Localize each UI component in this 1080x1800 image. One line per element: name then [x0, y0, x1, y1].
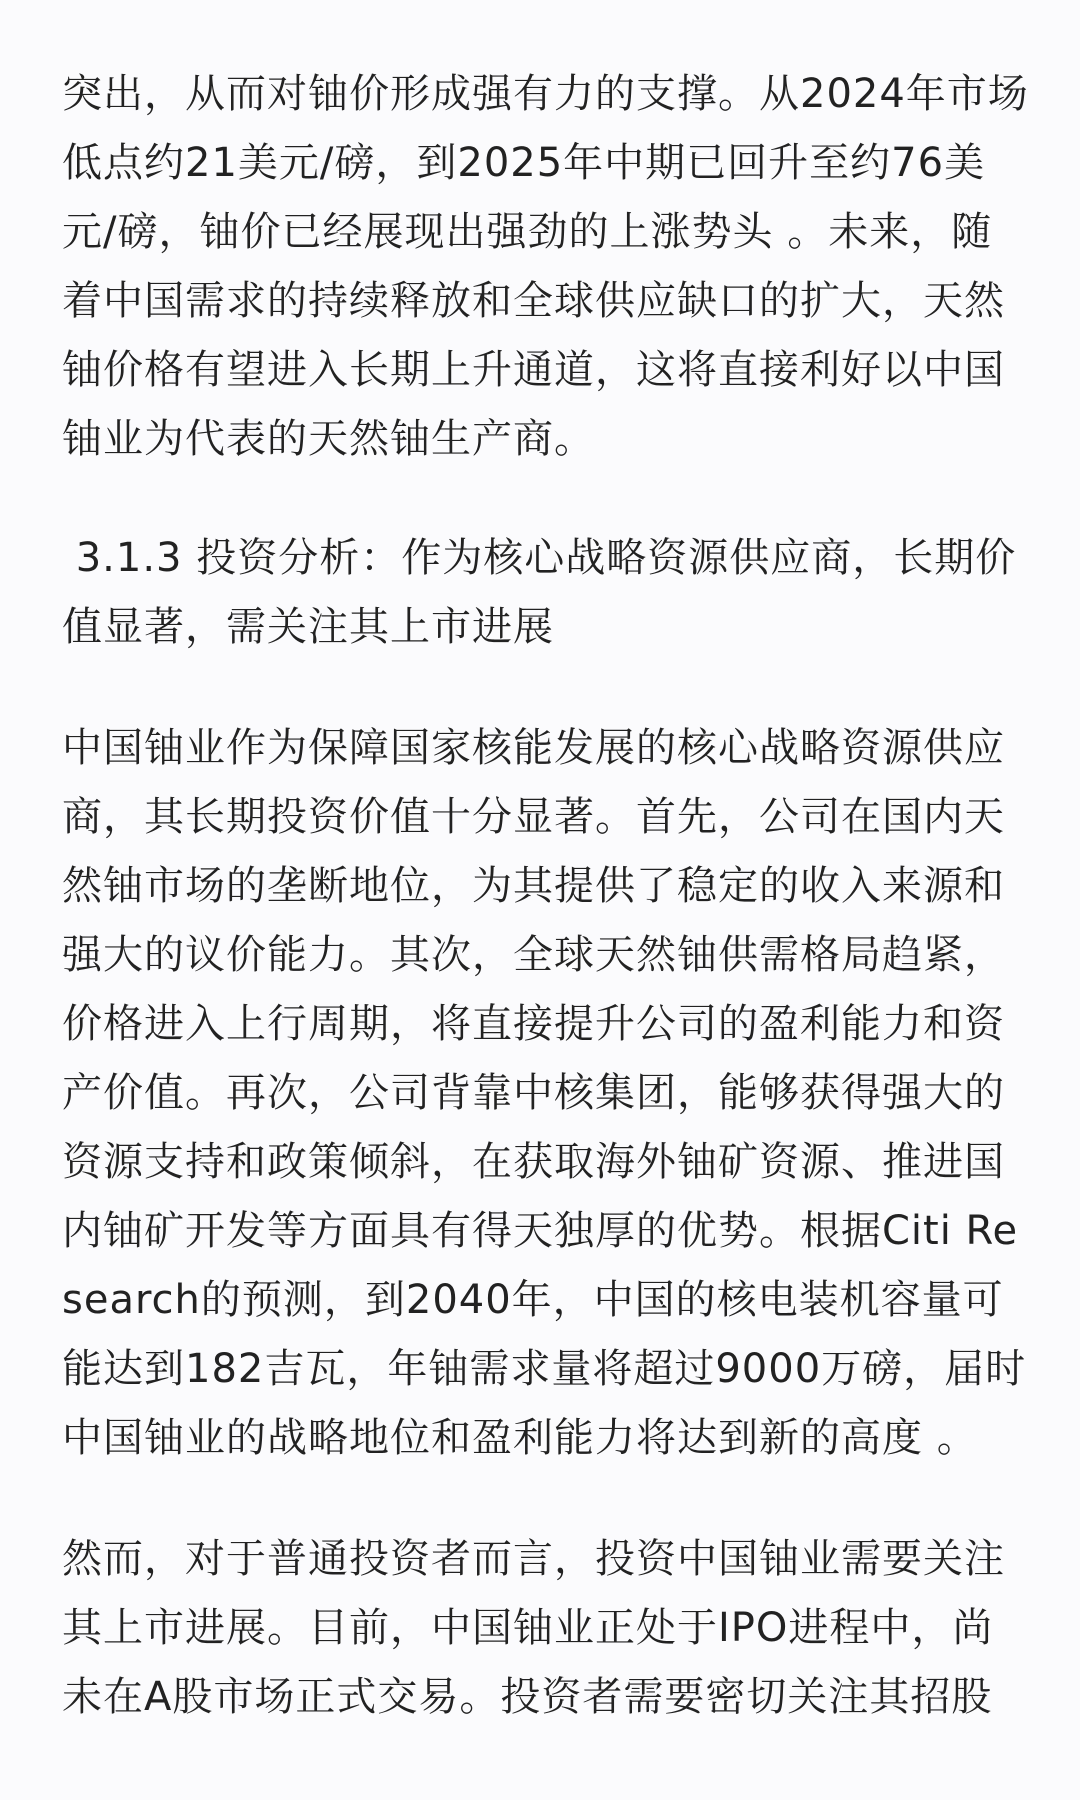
- text-line: 低点约21美元/磅，到2025年中期已回升至约76美: [62, 140, 986, 186]
- text-line: 元/磅，铀价已经展现出强劲的上涨势头 。未来，随: [62, 209, 993, 255]
- paragraph-spacer: [62, 1473, 1018, 1525]
- text-line: 资源支持和政策倾斜，在获取海外铀矿资源、推进国: [62, 1139, 1005, 1185]
- section-heading: [62, 524, 1018, 662]
- paragraph-ipo-note: [62, 1525, 1018, 1732]
- text-line: 产价值。再次，公司背靠中核集团，能够获得强大的: [62, 1070, 1005, 1116]
- text-line: 铀价格有望进入长期上升通道，这将直接利好以中国: [62, 347, 1005, 393]
- paragraph-investment-analysis: [62, 714, 1027, 1473]
- text-line: 然铀市场的垄断地位，为其提供了稳定的收入来源和: [62, 863, 1005, 909]
- text-line: 商，其长期投资价值十分显著。首先，公司在国内天: [62, 794, 1005, 840]
- paragraph-spacer: [62, 662, 1018, 714]
- paragraph-spacer: [62, 474, 1018, 524]
- text-line: 然而，对于普通投资者而言，投资中国铀业需要关注: [62, 1536, 1005, 1582]
- text-line: 能达到182吉瓦，年铀需求量将超过9000万磅，届时: [62, 1346, 1027, 1392]
- text-line: 其上市进展。目前，中国铀业正处于IPO进程中，尚: [62, 1605, 994, 1651]
- text-line: 突出，从而对铀价形成强有力的支撑。从2024年市场: [62, 71, 1029, 117]
- text-line: search的预测，到2040年，中国的核电装机容量可: [62, 1277, 1004, 1323]
- heading-line: 3.1.3 投资分析：作为核心战略资源供应商，长期价: [62, 535, 1017, 581]
- text-line: 未在A股市场正式交易。投资者需要密切关注其招股: [62, 1674, 993, 1720]
- text-line: 中国铀业的战略地位和盈利能力将达到新的高度 。: [62, 1415, 978, 1461]
- text-line: 内铀矿开发等方面具有得天独厚的优势。根据Citi Re: [62, 1208, 1019, 1254]
- text-line: 铀业为代表的天然铀生产商。: [62, 416, 595, 462]
- text-line: 中国铀业作为保障国家核能发展的核心战略资源供应: [62, 725, 1005, 771]
- paragraph-price-outlook: [62, 60, 1029, 474]
- text-line: 价格进入上行周期，将直接提升公司的盈利能力和资: [62, 1001, 1005, 1047]
- text-line: 强大的议价能力。其次，全球天然铀供需格局趋紧，: [62, 932, 1005, 978]
- text-line: 着中国需求的持续释放和全球供应缺口的扩大，天然: [62, 278, 1005, 324]
- heading-line: 值显著，需关注其上市进展: [62, 604, 554, 650]
